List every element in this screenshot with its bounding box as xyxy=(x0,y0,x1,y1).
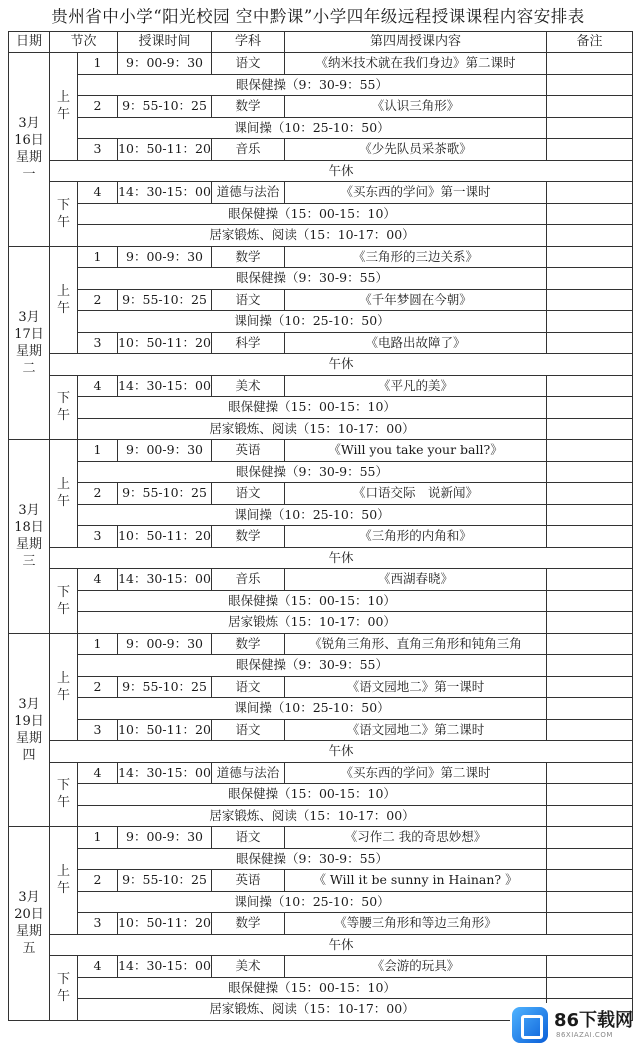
table-row xyxy=(9,870,633,892)
table-row xyxy=(9,268,633,290)
table-row xyxy=(9,418,633,440)
time-cell: 9：55-10：25 xyxy=(118,96,212,118)
noon-break-row xyxy=(9,934,633,956)
header-row xyxy=(9,32,633,53)
period-cell: 4 xyxy=(78,956,118,978)
remark-cell xyxy=(547,440,633,462)
remark-cell xyxy=(547,569,633,591)
remark-cell xyxy=(547,913,633,935)
time-cell: 10：50-11：20 xyxy=(118,913,212,935)
subject-cell: 语文 xyxy=(212,289,285,311)
table-row xyxy=(9,956,633,978)
table-row xyxy=(9,612,633,634)
subject-cell: 科学 xyxy=(212,332,285,354)
morning-label: 上午 xyxy=(50,827,78,935)
table-row xyxy=(9,655,633,677)
remark-cell xyxy=(547,225,633,247)
activity-cell: 课间操（10：25-10：50） xyxy=(78,311,547,333)
date-cell: 3月19日星期四 xyxy=(9,633,50,827)
table-row xyxy=(9,805,633,827)
subject-cell: 音乐 xyxy=(212,139,285,161)
morning-label: 上午 xyxy=(50,53,78,161)
remark-cell xyxy=(547,784,633,806)
time-cell: 10：50-11：20 xyxy=(118,526,212,548)
subject-cell: 语文 xyxy=(212,676,285,698)
remark-cell xyxy=(547,590,633,612)
table-row xyxy=(9,332,633,354)
remark-cell xyxy=(547,418,633,440)
content-cell: 《习作二 我的奇思妙想》 xyxy=(285,827,547,849)
activity-cell: 眼保健操（9：30-9：55） xyxy=(78,74,547,96)
table-row xyxy=(9,762,633,784)
noon-break-cell: 午休 xyxy=(50,160,633,182)
remark-cell xyxy=(547,805,633,827)
date-cell: 3月18日星期三 xyxy=(9,440,50,634)
table-row xyxy=(9,225,633,247)
morning-label: 上午 xyxy=(50,246,78,354)
content-cell: 《买东西的学问》第一课时 xyxy=(285,182,547,204)
activity-cell: 眼保健操（15：00-15：10） xyxy=(78,784,547,806)
activity-cell: 眼保健操（15：00-15：10） xyxy=(78,397,547,419)
table-row xyxy=(9,590,633,612)
table-row xyxy=(9,397,633,419)
activity-cell: 居家锻炼（15：10-17：00） xyxy=(78,612,547,634)
header-time: 授课时间 xyxy=(118,32,212,53)
noon-break-row xyxy=(9,160,633,182)
remark-cell xyxy=(547,526,633,548)
remark-cell xyxy=(547,676,633,698)
table-row xyxy=(9,375,633,397)
content-cell: 《认识三角形》 xyxy=(285,96,547,118)
remark-cell xyxy=(547,977,633,999)
table-row xyxy=(9,461,633,483)
afternoon-label: 下午 xyxy=(50,569,78,634)
remark-cell xyxy=(547,139,633,161)
time-cell: 9：55-10：25 xyxy=(118,676,212,698)
table-row xyxy=(9,483,633,505)
period-cell: 1 xyxy=(78,53,118,75)
content-cell: 《买东西的学问》第二课时 xyxy=(285,762,547,784)
activity-cell: 眼保健操（15：00-15：10） xyxy=(78,203,547,225)
time-cell: 9：00-9：30 xyxy=(118,246,212,268)
remark-cell xyxy=(547,203,633,225)
period-cell: 1 xyxy=(78,827,118,849)
activity-cell: 居家锻炼、阅读（15：10-17：00） xyxy=(78,418,547,440)
table-row xyxy=(9,526,633,548)
activity-cell: 眼保健操（9：30-9：55） xyxy=(78,848,547,870)
period-cell: 3 xyxy=(78,526,118,548)
activity-cell: 眼保健操（9：30-9：55） xyxy=(78,655,547,677)
subject-cell: 数学 xyxy=(212,913,285,935)
activity-cell: 眼保健操（15：00-15：10） xyxy=(78,590,547,612)
content-cell: 《西湖春晓》 xyxy=(285,569,547,591)
noon-break-row xyxy=(9,547,633,569)
remark-cell xyxy=(547,311,633,333)
time-cell: 14：30-15：00 xyxy=(118,569,212,591)
content-cell: 《少先队员采茶歌》 xyxy=(285,139,547,161)
noon-break-row xyxy=(9,741,633,763)
remark-cell xyxy=(547,827,633,849)
content-cell: 《语文园地二》第二课时 xyxy=(285,719,547,741)
time-cell: 14：30-15：00 xyxy=(118,956,212,978)
time-cell: 9：55-10：25 xyxy=(118,483,212,505)
noon-break-cell: 午休 xyxy=(50,741,633,763)
subject-cell: 语文 xyxy=(212,719,285,741)
afternoon-label: 下午 xyxy=(50,762,78,827)
time-cell: 14：30-15：00 xyxy=(118,182,212,204)
time-cell: 14：30-15：00 xyxy=(118,762,212,784)
remark-cell xyxy=(547,246,633,268)
header-remark: 备注 xyxy=(547,32,633,53)
morning-label: 上午 xyxy=(50,440,78,548)
content-cell: 《平凡的美》 xyxy=(285,375,547,397)
remark-cell xyxy=(547,719,633,741)
period-cell: 1 xyxy=(78,440,118,462)
period-cell: 4 xyxy=(78,762,118,784)
content-cell: 《 Will it be sunny in Hainan? 》 xyxy=(285,870,547,892)
content-cell: 《会游的玩具》 xyxy=(285,956,547,978)
schedule-table xyxy=(8,31,633,1021)
header-date: 日期 xyxy=(9,32,50,53)
date-cell: 3月16日星期一 xyxy=(9,53,50,247)
time-cell: 9：00-9：30 xyxy=(118,827,212,849)
remark-cell xyxy=(547,870,633,892)
activity-cell: 课间操（10：25-10：50） xyxy=(78,698,547,720)
subject-cell: 英语 xyxy=(212,440,285,462)
time-cell: 9：55-10：25 xyxy=(118,870,212,892)
time-cell: 9：00-9：30 xyxy=(118,633,212,655)
activity-cell: 居家锻炼、阅读（15：10-17：00） xyxy=(78,999,547,1021)
subject-cell: 数学 xyxy=(212,526,285,548)
table-row xyxy=(9,96,633,118)
time-cell: 14：30-15：00 xyxy=(118,375,212,397)
remark-cell xyxy=(547,397,633,419)
table-row xyxy=(9,633,633,655)
table-row xyxy=(9,289,633,311)
remark-cell xyxy=(547,848,633,870)
remark-cell xyxy=(547,762,633,784)
table-row xyxy=(9,698,633,720)
time-cell: 10：50-11：20 xyxy=(118,719,212,741)
noon-break-cell: 午休 xyxy=(50,354,633,376)
period-cell: 3 xyxy=(78,719,118,741)
period-cell: 2 xyxy=(78,289,118,311)
table-row xyxy=(9,569,633,591)
content-cell: 《千年梦圆在今朝》 xyxy=(285,289,547,311)
table-row xyxy=(9,848,633,870)
period-cell: 3 xyxy=(78,913,118,935)
table-row xyxy=(9,504,633,526)
watermark-sub: 86XIAZAI.COM xyxy=(556,1031,613,1039)
subject-cell: 语文 xyxy=(212,53,285,75)
activity-cell: 课间操（10：25-10：50） xyxy=(78,504,547,526)
remark-cell xyxy=(547,375,633,397)
table-row xyxy=(9,139,633,161)
subject-cell: 道德与法治 xyxy=(212,762,285,784)
remark-cell xyxy=(547,53,633,75)
content-cell: 《语文园地二》第一课时 xyxy=(285,676,547,698)
period-cell: 1 xyxy=(78,633,118,655)
date-cell: 3月17日星期二 xyxy=(9,246,50,440)
content-cell: 《三角形的三边关系》 xyxy=(285,246,547,268)
remark-cell xyxy=(547,633,633,655)
remark-cell xyxy=(547,289,633,311)
content-cell: 《锐角三角形、直角三角形和钝角三角 xyxy=(285,633,547,655)
date-cell: 3月20日星期五 xyxy=(9,827,50,1021)
activity-cell: 眼保健操（9：30-9：55） xyxy=(78,461,547,483)
watermark-logo xyxy=(510,1003,634,1047)
remark-cell xyxy=(547,461,633,483)
period-cell: 4 xyxy=(78,569,118,591)
subject-cell: 音乐 xyxy=(212,569,285,591)
table-row xyxy=(9,246,633,268)
remark-cell xyxy=(547,117,633,139)
subject-cell: 道德与法治 xyxy=(212,182,285,204)
noon-break-row xyxy=(9,354,633,376)
afternoon-label: 下午 xyxy=(50,182,78,247)
noon-break-cell: 午休 xyxy=(50,934,633,956)
download-site-icon xyxy=(512,1007,548,1043)
header-subject: 学科 xyxy=(212,32,285,53)
period-cell: 3 xyxy=(78,332,118,354)
table-row xyxy=(9,891,633,913)
remark-cell xyxy=(547,96,633,118)
remark-cell xyxy=(547,612,633,634)
content-cell: 《纳米技术就在我们身边》第二课时 xyxy=(285,53,547,75)
content-cell: 《电路出故障了》 xyxy=(285,332,547,354)
period-cell: 4 xyxy=(78,182,118,204)
subject-cell: 语文 xyxy=(212,827,285,849)
time-cell: 9：00-9：30 xyxy=(118,440,212,462)
remark-cell xyxy=(547,655,633,677)
remark-cell xyxy=(547,956,633,978)
activity-cell: 居家锻炼、阅读（15：10-17：00） xyxy=(78,805,547,827)
table-row xyxy=(9,74,633,96)
table-row xyxy=(9,784,633,806)
subject-cell: 美术 xyxy=(212,956,285,978)
subject-cell: 数学 xyxy=(212,633,285,655)
period-cell: 2 xyxy=(78,676,118,698)
schedule-body xyxy=(9,53,633,1021)
table-row xyxy=(9,676,633,698)
period-cell: 2 xyxy=(78,870,118,892)
activity-cell: 课间操（10：25-10：50） xyxy=(78,117,547,139)
content-cell: 《等腰三角形和等边三角形》 xyxy=(285,913,547,935)
subject-cell: 数学 xyxy=(212,246,285,268)
subject-cell: 美术 xyxy=(212,375,285,397)
activity-cell: 课间操（10：25-10：50） xyxy=(78,891,547,913)
remark-cell xyxy=(547,268,633,290)
table-row xyxy=(9,719,633,741)
remark-cell xyxy=(547,332,633,354)
noon-break-cell: 午休 xyxy=(50,547,633,569)
table-row xyxy=(9,53,633,75)
activity-cell: 居家锻炼、阅读（15：10-17：00） xyxy=(78,225,547,247)
afternoon-label: 下午 xyxy=(50,375,78,440)
remark-cell xyxy=(547,182,633,204)
table-row xyxy=(9,913,633,935)
period-cell: 4 xyxy=(78,375,118,397)
header-content: 第四周授课内容 xyxy=(285,32,547,53)
period-cell: 1 xyxy=(78,246,118,268)
afternoon-label: 下午 xyxy=(50,956,78,1021)
time-cell: 9：00-9：30 xyxy=(118,53,212,75)
subject-cell: 语文 xyxy=(212,483,285,505)
table-row xyxy=(9,203,633,225)
remark-cell xyxy=(547,504,633,526)
morning-label: 上午 xyxy=(50,633,78,741)
header-period: 节次 xyxy=(50,32,118,53)
table-row xyxy=(9,977,633,999)
table-row xyxy=(9,311,633,333)
period-cell: 3 xyxy=(78,139,118,161)
time-cell: 10：50-11：20 xyxy=(118,139,212,161)
activity-cell: 眼保健操（15：00-15：10） xyxy=(78,977,547,999)
remark-cell xyxy=(547,891,633,913)
content-cell: 《三角形的内角和》 xyxy=(285,526,547,548)
content-cell: 《口语交际 说新闻》 xyxy=(285,483,547,505)
period-cell: 2 xyxy=(78,96,118,118)
page-title: 贵州省中小学“阳光校园 空中黔课”小学四年级远程授课课程内容安排表 xyxy=(51,7,585,26)
table-row xyxy=(9,440,633,462)
content-cell: 《Will you take your ball?》 xyxy=(285,440,547,462)
subject-cell: 英语 xyxy=(212,870,285,892)
remark-cell xyxy=(547,483,633,505)
remark-cell xyxy=(547,698,633,720)
table-row xyxy=(9,182,633,204)
remark-cell xyxy=(547,74,633,96)
table-row xyxy=(9,117,633,139)
table-row xyxy=(9,827,633,849)
watermark-brand: 86下载网 xyxy=(554,1010,634,1031)
activity-cell: 眼保健操（9：30-9：55） xyxy=(78,268,547,290)
time-cell: 10：50-11：20 xyxy=(118,332,212,354)
subject-cell: 数学 xyxy=(212,96,285,118)
time-cell: 9：55-10：25 xyxy=(118,289,212,311)
period-cell: 2 xyxy=(78,483,118,505)
